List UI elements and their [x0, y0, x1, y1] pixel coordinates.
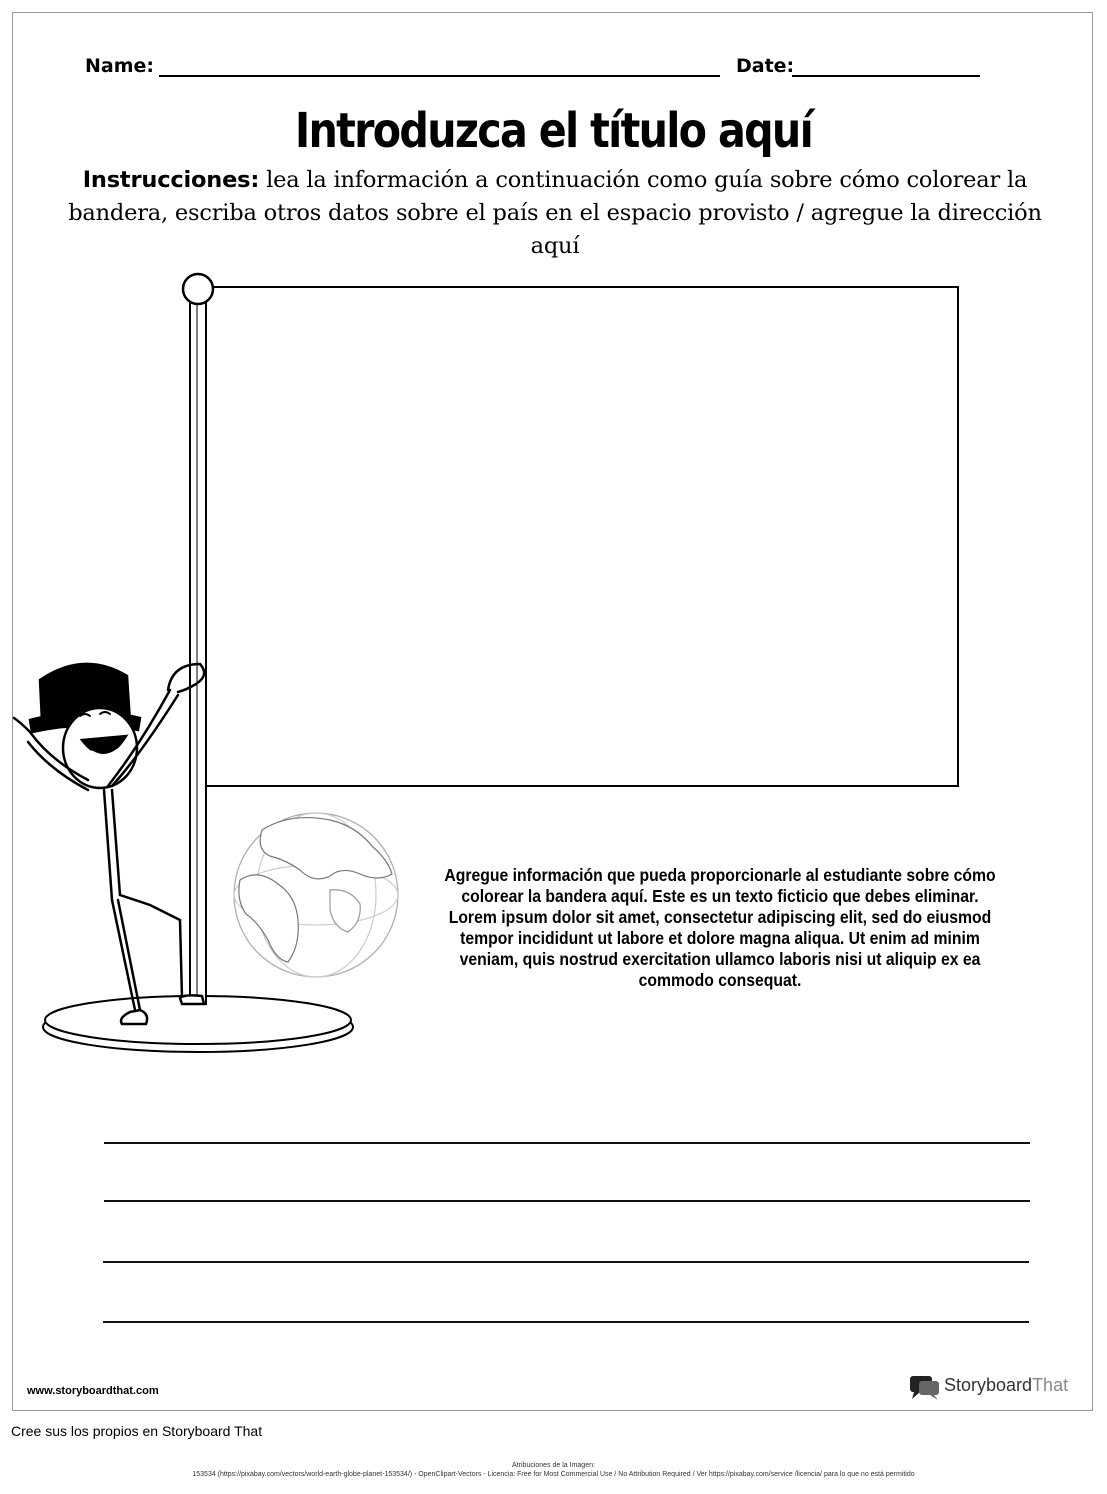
attribution-title: Atribuciones de la Imagen: — [512, 1462, 595, 1469]
flag-info-text: Agregue información que pueda proporcionarle al estudiante sobre cómo colorear la bandera aquí. Este es un texto ficticio que debes eliminar. Lorem ipsum dolor sit amet, consectetur adipiscing elit, sed do eiusmod tempor incididunt ut labore et dolore magna aliqua. Ut enim ad minim veniam, quis nostrud exercitation ullamco laboris nisi ut aliquip ex ea commodo consequat. — [444, 865, 996, 990]
footer-url[interactable]: www.storyboardthat.com — [27, 1385, 159, 1397]
brand-light: That — [1032, 1375, 1069, 1395]
instructions-text: lea la información a continuación como guía sobre cómo colorear la bandera, escriba otros datos sobre el país en el espacio provisto / agregue la dirección aquí — [68, 167, 1042, 259]
page-title: Introduzca el título aquí — [294, 103, 813, 159]
stick-figure-icon — [14, 664, 204, 1024]
attribution-text: 153534 (https://pixabay.com/vectors/world-earth-globe-planet-153534/) - OpenClipart-Vectors - Licencia: Free for Most Commercial Use / No Attribution Required / Ver https://pixabay.com/service /licencia/ para lo que no está permitido — [192, 1471, 915, 1478]
globe-icon — [234, 813, 398, 977]
brand-name — [944, 1375, 1068, 1396]
create-own-link[interactable]: Cree sus los propios en Storyboard That — [11, 1423, 263, 1439]
storyboardthat-logo[interactable] — [908, 1373, 1088, 1401]
instructions-label: Instrucciones: — [82, 167, 260, 193]
flag-pole — [183, 274, 213, 1004]
storyboard-speech-bubble-icon — [908, 1373, 942, 1401]
brand-main: Storyboard — [944, 1375, 1033, 1395]
answer-line-1[interactable] — [104, 1142, 1030, 1144]
answer-line-4[interactable] — [103, 1321, 1029, 1323]
answer-line-3[interactable] — [103, 1261, 1029, 1263]
name-label: Name: — [85, 55, 155, 77]
date-label: Date: — [736, 55, 795, 77]
answer-line-2[interactable] — [104, 1200, 1030, 1202]
